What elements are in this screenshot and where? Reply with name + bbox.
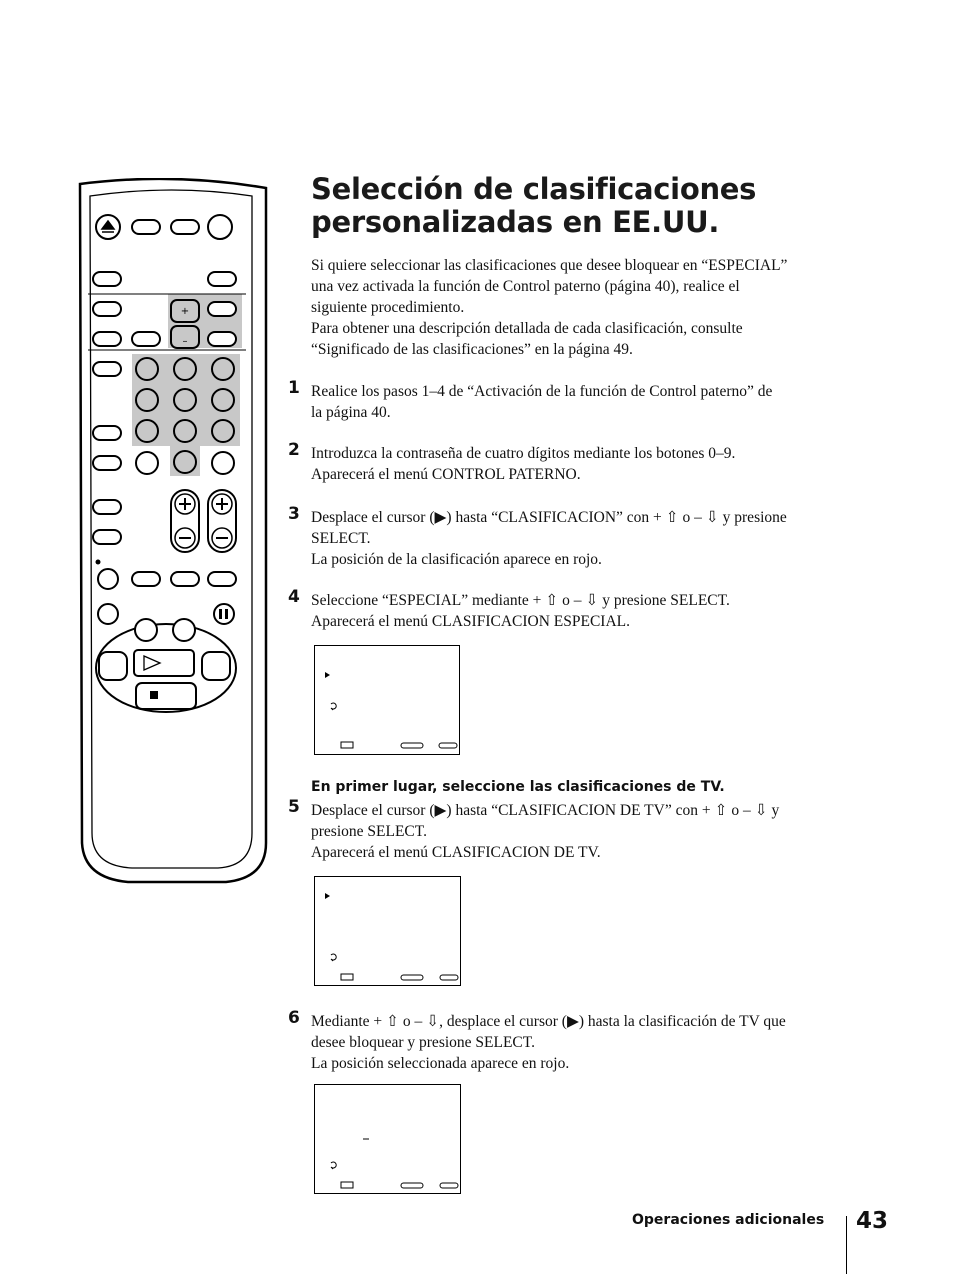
step-6-text bbox=[311, 1011, 856, 1074]
triangle-right-icon bbox=[325, 893, 330, 899]
screen-button-shape bbox=[401, 975, 423, 980]
step-3-text bbox=[311, 507, 856, 570]
tv-menu-screen bbox=[314, 645, 460, 755]
step-line: Mediante + ⇧ o – ⇩, desplace el cursor (▶) hasta la clasificación de TV que bbox=[311, 1013, 786, 1030]
screen-button-shape bbox=[401, 743, 423, 748]
step-line: la página 40. bbox=[311, 404, 391, 421]
step-line: Introduzca la contraseña de cuatro dígitos mediante los botones 0–9. bbox=[311, 445, 736, 462]
subheading: En primer lugar, seleccione las clasificaciones de TV. bbox=[311, 779, 725, 795]
intro-line: Si quiere seleccionar las clasificaciones que desee bloquear en “ESPECIAL” bbox=[311, 257, 788, 274]
intro-line: Para obtener una descripción detallada de cada clasificación, consulte bbox=[311, 320, 743, 337]
step-number: 4 bbox=[288, 587, 300, 607]
tv-menu-screen bbox=[314, 876, 461, 986]
screen-contents bbox=[315, 1085, 460, 1193]
triangle-right-icon bbox=[325, 672, 330, 678]
title-line-2: personalizadas en EE.UU. bbox=[311, 205, 720, 239]
intro-line: una vez activada la función de Control paterno (página 40), realice el bbox=[311, 278, 740, 295]
step-line: desee bloquear y presione SELECT. bbox=[311, 1034, 535, 1051]
step-line: Seleccione “ESPECIAL” mediante + ⇧ o – ⇩ y presione SELECT. bbox=[311, 592, 730, 609]
step-line: Realice los pasos 1–4 de “Activación de la función de Control paterno” de bbox=[311, 383, 773, 400]
return-arrow-icon bbox=[331, 954, 336, 961]
title-line-1: Selección de clasificaciones bbox=[311, 172, 757, 206]
screen-icon bbox=[341, 974, 353, 980]
step-5-text bbox=[311, 800, 856, 863]
page-number: 43 bbox=[856, 1208, 889, 1234]
screen-icon bbox=[341, 1182, 353, 1188]
section-label: Operaciones adicionales bbox=[632, 1212, 825, 1228]
step-line: Aparecerá el menú CLASIFICACION ESPECIAL. bbox=[311, 613, 630, 630]
step-number: 5 bbox=[288, 797, 300, 817]
step-line: La posición de la clasificación aparece en rojo. bbox=[311, 551, 602, 568]
step-line: SELECT. bbox=[311, 530, 371, 547]
step-1-text bbox=[311, 381, 856, 423]
screen-button-shape bbox=[401, 1183, 423, 1188]
intro-paragraph bbox=[311, 255, 856, 360]
step-number: 1 bbox=[288, 378, 300, 398]
step-line: Aparecerá el menú CONTROL PATERNO. bbox=[311, 466, 581, 483]
screen-icon bbox=[341, 742, 353, 748]
screen-contents bbox=[315, 877, 460, 985]
step-number: 2 bbox=[288, 440, 300, 460]
step-2-text bbox=[311, 443, 856, 485]
step-number: 3 bbox=[288, 504, 300, 524]
step-line: Aparecerá el menú CLASIFICACION DE TV. bbox=[311, 844, 601, 861]
screen-contents bbox=[315, 646, 459, 754]
step-line: La posición seleccionada aparece en rojo. bbox=[311, 1055, 570, 1072]
svg-text:+: + bbox=[180, 306, 190, 317]
svg-text:–: – bbox=[182, 336, 188, 347]
footer-divider bbox=[846, 1216, 847, 1274]
intro-line: siguiente procedimiento. bbox=[311, 299, 465, 316]
step-number: 6 bbox=[288, 1008, 300, 1028]
screen-button-shape bbox=[440, 975, 458, 980]
screen-button-shape bbox=[439, 743, 457, 748]
step-4-text bbox=[311, 590, 856, 632]
screen-button-shape bbox=[440, 1183, 458, 1188]
step-line: presione SELECT. bbox=[311, 823, 427, 840]
step-line: Desplace el cursor (▶) hasta “CLASIFICACION DE TV” con + ⇧ o – ⇩ y bbox=[311, 802, 780, 819]
tv-menu-screen bbox=[314, 1084, 461, 1194]
intro-line: “Significado de las clasificaciones” en la página 49. bbox=[311, 341, 633, 358]
return-arrow-icon bbox=[331, 1162, 336, 1169]
return-arrow-icon bbox=[331, 703, 336, 710]
remote-control-illustration bbox=[76, 178, 276, 898]
step-line: Desplace el cursor (▶) hasta “CLASIFICACION” con + ⇧ o – ⇩ y presione bbox=[311, 509, 787, 526]
page-title bbox=[311, 173, 871, 239]
